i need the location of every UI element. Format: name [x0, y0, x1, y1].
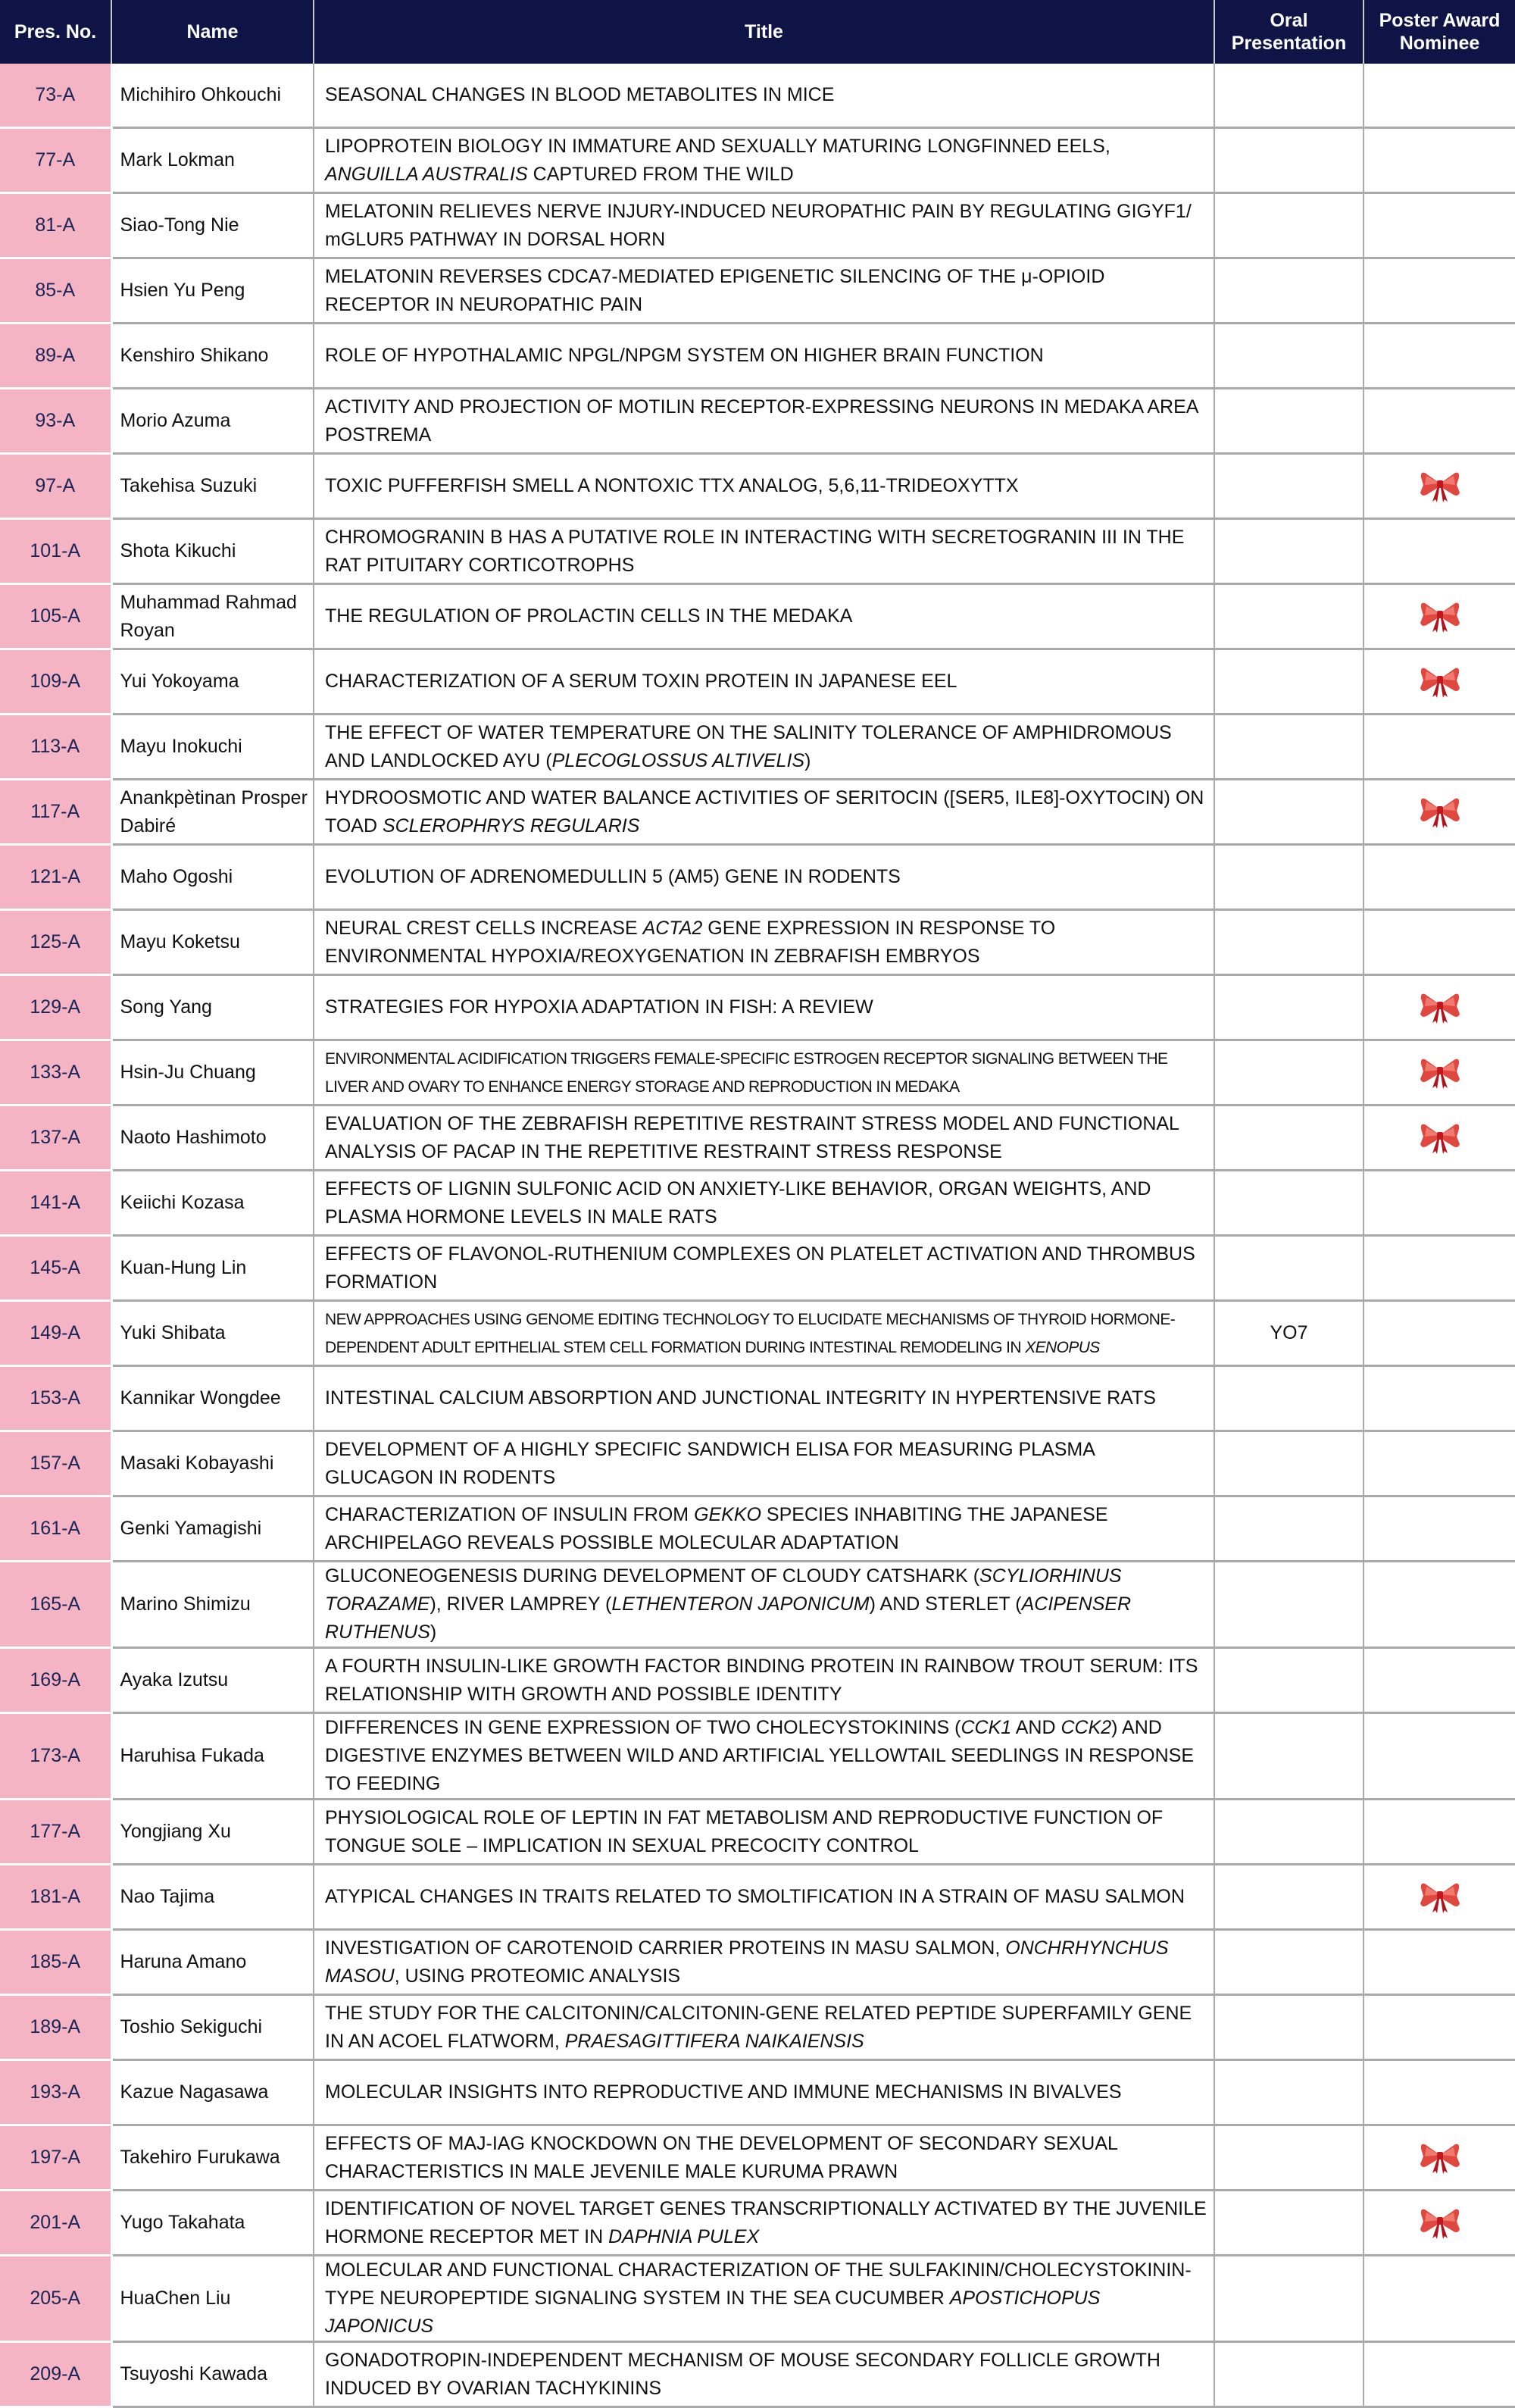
table-row: [0, 1301, 1515, 1366]
oral-presentation-cell: [1214, 1995, 1364, 2060]
pres-no-cell: 173-A: [0, 1713, 111, 1800]
oral-presentation-cell: [1214, 1431, 1364, 1496]
oral-presentation-cell: [1214, 128, 1364, 193]
poster-award-cell: [1364, 1562, 1515, 1648]
bow-ribbon-icon: [1419, 1881, 1461, 1914]
presenter-name-cell: Kazue Nagasawa: [111, 2060, 314, 2125]
title-cell: [314, 2125, 1214, 2191]
presenter-name-cell: Kenshiro Shikano: [111, 324, 314, 389]
title-segment: EFFECTS OF LIGNIN SULFONIC ACID ON ANXIETY-LIKE BEHAVIOR, ORGAN WEIGHTS, AND PLASMA HORMONE LEVELS IN MALE RATS: [325, 1177, 1151, 1227]
poster-award-cell: [1364, 2125, 1515, 2191]
poster-award-cell: [1364, 324, 1515, 389]
table-row: [0, 1800, 1515, 1865]
oral-presentation-cell: [1214, 715, 1364, 780]
header-name: Name: [111, 0, 314, 64]
table-row: [0, 2342, 1515, 2407]
table-row: [0, 1431, 1515, 1496]
title-segment: LIPOPROTEIN BIOLOGY IN IMMATURE AND SEXUALLY MATURING LONGFINNED EELS,: [325, 135, 1110, 157]
oral-presentation-cell: [1214, 519, 1364, 584]
title-cell: [314, 519, 1214, 584]
title-italic-segment: CCK2: [1060, 1717, 1112, 1738]
header-pres-no: Pres. No.: [0, 0, 111, 64]
pres-no-cell: 181-A: [0, 1865, 111, 1930]
title-italic-segment: APOSTICHOPUS JAPONICUS: [325, 2288, 1101, 2337]
oral-presentation-cell: [1214, 1040, 1364, 1105]
table-row: [0, 1236, 1515, 1301]
oral-presentation-cell: [1214, 389, 1364, 454]
title-cell: [314, 845, 1214, 910]
poster-award-cell: [1364, 1865, 1515, 1930]
bow-ribbon-icon: [1419, 2206, 1461, 2240]
oral-presentation-cell: [1214, 649, 1364, 715]
title-segment: PHYSIOLOGICAL ROLE OF LEPTIN IN FAT METABOLISM AND REPRODUCTIVE FUNCTION OF TONGUE SOLE – IMPLICATION IN SEXUAL PRECOCITY CONTROL: [325, 1806, 1164, 1856]
title-italic-segment: ANGUILLA AUSTRALIS: [325, 163, 528, 185]
poster-award-cell: [1364, 454, 1515, 519]
title-segment: ROLE OF HYPOTHALAMIC NPGL/NPGM SYSTEM ON HIGHER BRAIN FUNCTION: [325, 345, 1044, 366]
poster-award-cell: [1364, 1800, 1515, 1865]
pres-no-cell: 97-A: [0, 454, 111, 519]
title-segment: AND: [1011, 1717, 1061, 1738]
oral-presentation-cell: [1214, 2191, 1364, 2256]
table-row: [0, 193, 1515, 258]
table-body: [0, 64, 1515, 2407]
oral-presentation-cell: [1214, 2256, 1364, 2342]
poster-award-cell: [1364, 845, 1515, 910]
presenter-name-cell: Michihiro Ohkouchi: [111, 64, 314, 128]
title-cell: [314, 1648, 1214, 1713]
title-segment: SPECIES INHABITING THE JAPANESE ARCHIPELAGO REVEALS POSSIBLE MOLECULAR ADAPTATION: [325, 1503, 1108, 1553]
oral-presentation-cell: [1214, 2060, 1364, 2125]
title-segment: DEVELOPMENT OF A HIGHLY SPECIFIC SANDWICH ELISA FOR MEASURING PLASMA GLUCAGON IN RODENTS: [325, 1438, 1095, 1488]
pres-no-cell: 141-A: [0, 1171, 111, 1236]
title-segment: NEURAL CREST CELLS INCREASE: [325, 917, 643, 939]
title-cell: [314, 258, 1214, 324]
title-italic-segment: ACTA2: [642, 917, 703, 939]
title-cell: [314, 1995, 1214, 2060]
table-row: [0, 1865, 1515, 1930]
title-cell: [314, 2342, 1214, 2407]
title-segment: THE REGULATION OF PROLACTIN CELLS IN THE MEDAKA: [325, 605, 853, 627]
title-italic-segment: ACIPENSER RUTHENUS: [325, 1593, 1132, 1643]
title-segment: SEASONAL CHANGES IN BLOOD METABOLITES IN MICE: [325, 84, 835, 105]
presenter-name-cell: Takehisa Suzuki: [111, 454, 314, 519]
title-italic-segment: DAPHNIA PULEX: [608, 2225, 760, 2247]
oral-presentation-cell: [1214, 1236, 1364, 1301]
poster-award-cell: [1364, 780, 1515, 845]
table-row: [0, 2060, 1515, 2125]
table-row: [0, 2191, 1515, 2256]
pres-no-cell: 133-A: [0, 1040, 111, 1105]
title-cell: [314, 1562, 1214, 1648]
pres-no-cell: 161-A: [0, 1496, 111, 1562]
poster-award-cell: [1364, 1301, 1515, 1366]
bow-ribbon-icon: [1419, 665, 1461, 699]
poster-award-cell: [1364, 1366, 1515, 1431]
oral-presentation-cell: [1214, 975, 1364, 1040]
pres-no-cell: 205-A: [0, 2256, 111, 2342]
title-segment: ), RIVER LAMPREY (: [430, 1593, 612, 1615]
title-cell: [314, 64, 1214, 128]
presenter-name-cell: Song Yang: [111, 975, 314, 1040]
pres-no-cell: 197-A: [0, 2125, 111, 2191]
poster-award-cell: [1364, 1236, 1515, 1301]
oral-presentation-cell: [1214, 2342, 1364, 2407]
title-cell: [314, 389, 1214, 454]
bow-ribbon-icon: [1419, 600, 1461, 633]
presenter-name-cell: Shota Kikuchi: [111, 519, 314, 584]
table-row: [0, 389, 1515, 454]
title-segment: TOXIC PUFFERFISH SMELL A NONTOXIC TTX ANALOG, 5,6,11-TRIDEOXYTTX: [325, 475, 1019, 496]
presenter-name-cell: Muhammad Rahmad Royan: [111, 584, 314, 649]
title-segment: GENE EXPRESSION IN RESPONSE TO ENVIRONMENTAL HYPOXIA/REOXYGENATION IN ZEBRAFISH EMBRYOS: [325, 917, 1056, 967]
oral-presentation-cell: [1214, 1366, 1364, 1431]
pres-no-cell: 165-A: [0, 1562, 111, 1648]
poster-award-cell: [1364, 975, 1515, 1040]
oral-presentation-cell: [1214, 1496, 1364, 1562]
title-segment: A FOURTH INSULIN-LIKE GROWTH FACTOR BINDING PROTEIN IN RAINBOW TROUT SERUM: ITS RELATIONSHIP WITH GROWTH AND POSSIBLE IDENTITY: [325, 1655, 1198, 1705]
pres-no-cell: 149-A: [0, 1301, 111, 1366]
poster-award-cell: [1364, 193, 1515, 258]
pres-no-cell: 113-A: [0, 715, 111, 780]
presenter-name-cell: Mark Lokman: [111, 128, 314, 193]
pres-no-cell: 193-A: [0, 2060, 111, 2125]
title-cell: [314, 780, 1214, 845]
pres-no-cell: 81-A: [0, 193, 111, 258]
presenter-name-cell: Yugo Takahata: [111, 2191, 314, 2256]
poster-award-cell: [1364, 1105, 1515, 1171]
poster-award-cell: [1364, 2191, 1515, 2256]
oral-presentation-cell: [1214, 64, 1364, 128]
table-row: [0, 1930, 1515, 1995]
title-italic-segment: PLECOGLOSSUS ALTIVELIS: [551, 749, 805, 771]
poster-award-cell: [1364, 1171, 1515, 1236]
pres-no-cell: 177-A: [0, 1800, 111, 1865]
poster-award-cell: [1364, 258, 1515, 324]
pres-no-cell: 85-A: [0, 258, 111, 324]
presenter-name-cell: Kuan-Hung Lin: [111, 1236, 314, 1301]
poster-award-cell: [1364, 128, 1515, 193]
pres-no-cell: 169-A: [0, 1648, 111, 1713]
poster-award-cell: [1364, 389, 1515, 454]
presenter-name-cell: Hsien Yu Peng: [111, 258, 314, 324]
table-row: [0, 845, 1515, 910]
title-segment: ): [430, 1621, 437, 1643]
header-oral-presentation: Oral Presentation: [1214, 0, 1364, 64]
title-segment: THE EFFECT OF WATER TEMPERATURE ON THE SALINITY TOLERANCE OF AMPHIDROMOUS AND LANDLOCKED AYU (: [325, 721, 1172, 771]
title-cell: [314, 649, 1214, 715]
presenter-name-cell: Yuki Shibata: [111, 1301, 314, 1366]
pres-no-cell: 77-A: [0, 128, 111, 193]
pres-no-cell: 73-A: [0, 64, 111, 128]
poster-award-cell: [1364, 1713, 1515, 1800]
pres-no-cell: 209-A: [0, 2342, 111, 2407]
oral-presentation-cell: [1214, 2125, 1364, 2191]
title-italic-segment: GEKKO: [694, 1503, 761, 1525]
table-row: [0, 1040, 1515, 1105]
oral-presentation-cell: [1214, 1562, 1364, 1648]
title-segment: CHROMOGRANIN B HAS A PUTATIVE ROLE IN INTERACTING WITH SECRETOGRANIN III IN THE RAT PITUITARY CORTICOTROPHS: [325, 526, 1185, 576]
oral-presentation-cell: [1214, 454, 1364, 519]
title-segment: ): [804, 749, 811, 771]
title-cell: [314, 1930, 1214, 1995]
presenter-name-cell: Anankpètinan Prosper Dabiré: [111, 780, 314, 845]
presenter-name-cell: Masaki Kobayashi: [111, 1431, 314, 1496]
presenter-name-cell: Genki Yamagishi: [111, 1496, 314, 1562]
pres-no-cell: 153-A: [0, 1366, 111, 1431]
title-segment: THE STUDY FOR THE CALCITONIN/CALCITONIN-GENE RELATED PEPTIDE SUPERFAMILY GENE IN AN ACOEL FLATWORM,: [325, 2002, 1192, 2052]
title-cell: [314, 193, 1214, 258]
poster-award-cell: [1364, 519, 1515, 584]
pres-no-cell: 117-A: [0, 780, 111, 845]
presenter-name-cell: Haruhisa Fukada: [111, 1713, 314, 1800]
title-segment: NEW APPROACHES USING GENOME EDITING TECHNOLOGY TO ELUCIDATE MECHANISMS OF THYROID HORMONE-DEPENDENT ADULT EPITHELIAL STEM CELL FORMATION DURING INTESTINAL REMODELING IN: [325, 1310, 1176, 1356]
poster-award-cell: [1364, 2342, 1515, 2407]
title-segment: EFFECTS OF MAJ-IAG KNOCKDOWN ON THE DEVELOPMENT OF SECONDARY SEXUAL CHARACTERISTICS IN MALE JEVENILE MALE KURUMA PRAWN: [325, 2132, 1117, 2182]
title-italic-segment: PRAESAGITTIFERA NAIKAIENSIS: [564, 2030, 864, 2052]
presenter-name-cell: Nao Tajima: [111, 1865, 314, 1930]
oral-presentation-cell: [1214, 258, 1364, 324]
pres-no-cell: 109-A: [0, 649, 111, 715]
title-italic-segment: SCLEROPHRYS REGULARIS: [382, 815, 640, 837]
presenter-name-cell: Maho Ogoshi: [111, 845, 314, 910]
oral-presentation-cell: [1214, 1648, 1364, 1713]
oral-presentation-cell: [1214, 193, 1364, 258]
title-cell: [314, 1105, 1214, 1171]
pres-no-cell: 157-A: [0, 1431, 111, 1496]
title-segment: MOLECULAR INSIGHTS INTO REPRODUCTIVE AND IMMUNE MECHANISMS IN BIVALVES: [325, 2081, 1122, 2103]
title-cell: [314, 324, 1214, 389]
bow-ribbon-icon: [1419, 470, 1461, 503]
table-row: [0, 1366, 1515, 1431]
title-italic-segment: XENOPUS: [1025, 1338, 1100, 1356]
table-row: [0, 128, 1515, 193]
table-row: [0, 780, 1515, 845]
title-segment: IDENTIFICATION OF NOVEL TARGET GENES TRANSCRIPTIONALLY ACTIVATED BY THE JUVENILE HORMONE RECEPTOR MET IN: [325, 2197, 1207, 2247]
pres-no-cell: 137-A: [0, 1105, 111, 1171]
table-row: [0, 910, 1515, 975]
table-row: [0, 715, 1515, 780]
title-cell: [314, 2191, 1214, 2256]
title-segment: ACTIVITY AND PROJECTION OF MOTILIN RECEPTOR-EXPRESSING NEURONS IN MEDAKA AREA POSTREMA: [325, 396, 1198, 446]
title-segment: MOLECULAR AND FUNCTIONAL CHARACTERIZATION OF THE SULFAKININ/CHOLECYSTOKININ-TYPE NEUROPEPTIDE SIGNALING SYSTEM IN THE SEA CUCUMBER: [325, 2259, 1192, 2309]
pres-no-cell: 105-A: [0, 584, 111, 649]
presenter-name-cell: Ayaka Izutsu: [111, 1648, 314, 1713]
pres-no-cell: 189-A: [0, 1995, 111, 2060]
pres-no-cell: 101-A: [0, 519, 111, 584]
bow-ribbon-icon: [1419, 1121, 1461, 1155]
bow-ribbon-icon: [1419, 796, 1461, 829]
title-italic-segment: SCYLIORHINUS TORAZAME: [325, 1565, 1122, 1615]
table-row: [0, 1105, 1515, 1171]
table-row: [0, 975, 1515, 1040]
title-cell: [314, 1040, 1214, 1105]
pres-no-cell: 201-A: [0, 2191, 111, 2256]
oral-presentation-cell: [1214, 1930, 1364, 1995]
poster-award-cell: [1364, 64, 1515, 128]
poster-award-cell: [1364, 1648, 1515, 1713]
bow-ribbon-icon: [1419, 991, 1461, 1024]
pres-no-cell: 93-A: [0, 389, 111, 454]
title-segment: STRATEGIES FOR HYPOXIA ADAPTATION IN FISH: A REVIEW: [325, 996, 873, 1018]
poster-award-cell: [1364, 910, 1515, 975]
oral-presentation-cell: YO7: [1214, 1301, 1364, 1366]
presenter-name-cell: Marino Shimizu: [111, 1562, 314, 1648]
title-segment: CHARACTERIZATION OF INSULIN FROM: [325, 1503, 695, 1525]
presenter-name-cell: Kannikar Wongdee: [111, 1366, 314, 1431]
presenter-name-cell: Morio Azuma: [111, 389, 314, 454]
table-row: [0, 1995, 1515, 2060]
oral-presentation-cell: [1214, 1105, 1364, 1171]
table-row: [0, 584, 1515, 649]
title-cell: [314, 584, 1214, 649]
presenter-name-cell: Siao-Tong Nie: [111, 193, 314, 258]
pres-no-cell: 121-A: [0, 845, 111, 910]
poster-award-cell: [1364, 1496, 1515, 1562]
title-segment: GLUCONEOGENESIS DURING DEVELOPMENT OF CLOUDY CATSHARK (: [325, 1565, 980, 1587]
table-row: [0, 258, 1515, 324]
oral-presentation-cell: [1214, 1713, 1364, 1800]
oral-presentation-cell: [1214, 845, 1364, 910]
poster-award-cell: [1364, 1995, 1515, 2060]
table-row: [0, 1562, 1515, 1648]
title-cell: [314, 128, 1214, 193]
title-cell: [314, 1236, 1214, 1301]
oral-presentation-cell: [1214, 1171, 1364, 1236]
presenter-name-cell: Takehiro Furukawa: [111, 2125, 314, 2191]
header-title: Title: [314, 0, 1214, 64]
title-segment: , USING PROTEOMIC ANALYSIS: [394, 1965, 681, 1987]
presenter-name-cell: Keiichi Kozasa: [111, 1171, 314, 1236]
title-segment: MELATONIN RELIEVES NERVE INJURY-INDUCED NEUROPATHIC PAIN BY REGULATING GIGYF1/ mGLUR5 PATHWAY IN DORSAL HORN: [325, 200, 1192, 250]
oral-presentation-cell: [1214, 1865, 1364, 1930]
title-segment: ENVIRONMENTAL ACIDIFICATION TRIGGERS FEMALE-SPECIFIC ESTROGEN RECEPTOR SIGNALING BETWEEN THE LIVER AND OVARY TO ENHANCE ENERGY STORAGE AND REPRODUCTION IN MEDAKA: [325, 1049, 1168, 1096]
table-row: [0, 649, 1515, 715]
bow-ribbon-icon: [1419, 2141, 1461, 2175]
title-segment: HYDROOSMOTIC AND WATER BALANCE ACTIVITIES OF SERITOCIN ([SER5, ILE8]-OXYTOCIN) ON TOAD: [325, 787, 1204, 837]
title-cell: [314, 975, 1214, 1040]
presenter-name-cell: Hsin-Ju Chuang: [111, 1040, 314, 1105]
pres-no-cell: 145-A: [0, 1236, 111, 1301]
presenter-name-cell: Mayu Inokuchi: [111, 715, 314, 780]
title-segment: EVOLUTION OF ADRENOMEDULLIN 5 (AM5) GENE IN RODENTS: [325, 866, 901, 887]
title-segment: ATYPICAL CHANGES IN TRAITS RELATED TO SMOLTIFICATION IN A STRAIN OF MASU SALMON: [325, 1886, 1185, 1907]
table-row: [0, 324, 1515, 389]
presenter-name-cell: Naoto Hashimoto: [111, 1105, 314, 1171]
poster-award-cell: [1364, 1431, 1515, 1496]
bow-ribbon-icon: [1419, 1056, 1461, 1090]
title-segment: DIFFERENCES IN GENE EXPRESSION OF TWO CHOLECYSTOKININS (: [325, 1717, 961, 1738]
pres-no-cell: 125-A: [0, 910, 111, 975]
poster-award-cell: [1364, 649, 1515, 715]
oral-presentation-cell: [1214, 584, 1364, 649]
title-cell: [314, 1301, 1214, 1366]
title-segment: EVALUATION OF THE ZEBRAFISH REPETITIVE RESTRAINT STRESS MODEL AND FUNCTIONAL ANALYSIS OF PACAP IN THE REPETITIVE RESTRAINT STRESS RESPONSE: [325, 1112, 1179, 1162]
pres-no-cell: 185-A: [0, 1930, 111, 1995]
poster-award-cell: [1364, 1930, 1515, 1995]
table-row: [0, 1171, 1515, 1236]
title-segment: ) AND DIGESTIVE ENZYMES BETWEEN WILD AND ARTIFICIAL YELLOWTAIL SEEDLINGS IN RESPONSE TO FEEDING: [325, 1717, 1195, 1794]
title-cell: [314, 910, 1214, 975]
title-cell: [314, 454, 1214, 519]
presenter-name-cell: Yongjiang Xu: [111, 1800, 314, 1865]
pres-no-cell: 89-A: [0, 324, 111, 389]
presenter-name-cell: HuaChen Liu: [111, 2256, 314, 2342]
title-cell: [314, 715, 1214, 780]
oral-presentation-cell: [1214, 1800, 1364, 1865]
table-row: [0, 2125, 1515, 2191]
poster-award-cell: [1364, 2060, 1515, 2125]
oral-presentation-cell: [1214, 324, 1364, 389]
header-row: [0, 0, 1515, 64]
title-italic-segment: CCK1: [961, 1717, 1012, 1738]
title-cell: [314, 2060, 1214, 2125]
title-cell: [314, 2256, 1214, 2342]
table-row: [0, 519, 1515, 584]
presenter-name-cell: Haruna Amano: [111, 1930, 314, 1995]
title-cell: [314, 1496, 1214, 1562]
table-row: [0, 1648, 1515, 1713]
title-segment: CAPTURED FROM THE WILD: [527, 163, 794, 185]
table-row: [0, 2256, 1515, 2342]
table-row: [0, 1496, 1515, 1562]
table-row: [0, 64, 1515, 128]
title-segment: GONADOTROPIN-INDEPENDENT MECHANISM OF MOUSE SECONDARY FOLLICLE GROWTH INDUCED BY OVARIAN TACHYKININS: [325, 2349, 1160, 2399]
table-row: [0, 1713, 1515, 1800]
title-cell: [314, 1713, 1214, 1800]
presenter-name-cell: Mayu Koketsu: [111, 910, 314, 975]
presenter-name-cell: Tsuyoshi Kawada: [111, 2342, 314, 2407]
title-segment: EFFECTS OF FLAVONOL-RUTHENIUM COMPLEXES ON PLATELET ACTIVATION AND THROMBUS FORMATION: [325, 1243, 1195, 1293]
title-segment: INTESTINAL CALCIUM ABSORPTION AND JUNCTIONAL INTEGRITY IN HYPERTENSIVE RATS: [325, 1387, 1156, 1409]
title-cell: [314, 1171, 1214, 1236]
poster-award-cell: [1364, 715, 1515, 780]
oral-presentation-cell: [1214, 780, 1364, 845]
oral-presentation-cell: [1214, 910, 1364, 975]
title-cell: [314, 1800, 1214, 1865]
table-row: [0, 454, 1515, 519]
presenter-name-cell: Toshio Sekiguchi: [111, 1995, 314, 2060]
title-segment: ) AND STERLET (: [869, 1593, 1022, 1615]
title-cell: [314, 1366, 1214, 1431]
header-poster-award-nominee: Poster Award Nominee: [1364, 0, 1515, 64]
title-segment: CHARACTERIZATION OF A SERUM TOXIN PROTEIN IN JAPANESE EEL: [325, 671, 957, 692]
presenter-name-cell: Yui Yokoyama: [111, 649, 314, 715]
poster-award-cell: [1364, 584, 1515, 649]
pres-no-cell: 129-A: [0, 975, 111, 1040]
title-italic-segment: ONCHRHYNCHUS MASOU: [325, 1937, 1169, 1987]
title-cell: [314, 1431, 1214, 1496]
title-segment: INVESTIGATION OF CAROTENOID CARRIER PROTEINS IN MASU SALMON,: [325, 1937, 1006, 1959]
poster-award-cell: [1364, 2256, 1515, 2342]
title-segment: MELATONIN REVERSES CDCA7-MEDIATED EPIGENETIC SILENCING OF THE μ-OPIOID RECEPTOR IN NEUROPATHIC PAIN: [325, 265, 1105, 315]
poster-award-cell: [1364, 1040, 1515, 1105]
title-cell: [314, 1865, 1214, 1930]
title-italic-segment: LETHENTERON JAPONICUM: [611, 1593, 870, 1615]
